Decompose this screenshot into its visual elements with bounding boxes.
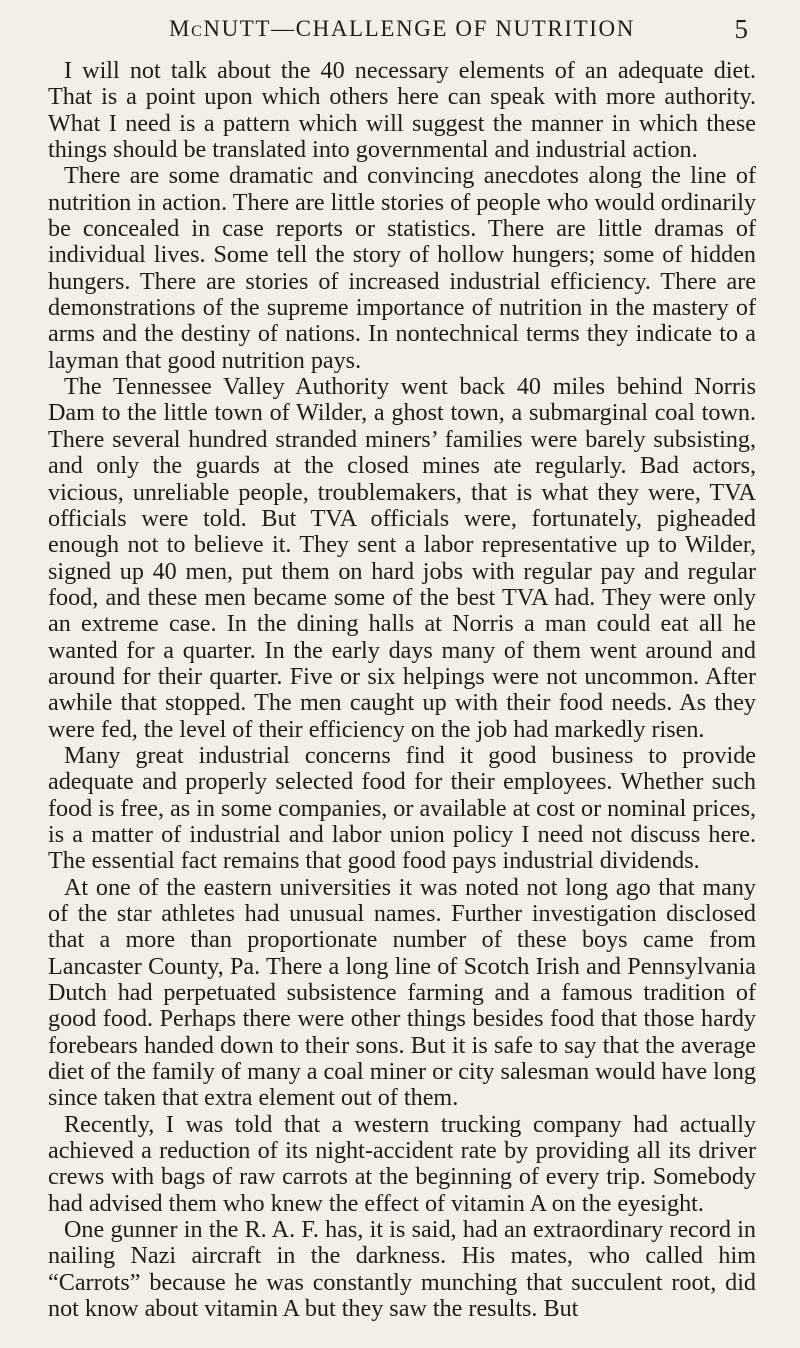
paragraph: The Tennessee Valley Authority went back 40 miles behind Norris Dam to the little town of Wilder, a ghost town, a submarginal coal town. There several hundred stranded miners’ families were barely subsisting, and only the guards at the closed mines ate regularly. Bad actors, vicious, unreliable people, troublemakers, that is what they were, TVA officials were told. But TVA officials were, fortunately, pigheaded enough not to believe it. They sent a labor representative up to Wilder, signed up 40 men, put them on hard jobs with regular pay and regular food, and these men became some of the best TVA had. They were only an extreme case. In the dining halls at Norris a man could eat all he wanted for a quarter. In the early days many of them went around and around for their quarter. Five or six helpings were not uncommon. After awhile that stopped. The men caught up with their food needs. As they were fed, the level of their efficiency on the job had markedly risen. <box>48 373 756 743</box>
paragraph: At one of the eastern universities it was noted not long ago that many of the star athletes had unusual names. Further investigation disclosed that a more than proportionate number of these boys came from Lancaster County, Pa. There a long line of Scotch Irish and Pennsylvania Dutch had perpetuated subsistence farming and a famous tradition of good food. Perhaps there were other things besides food that those hardy forebears handed down to their sons. But it is safe to say that the average diet of the family of many a coal miner or city salesman would have long since taken that extra element out of them. <box>48 873 756 1112</box>
page-number: 5 <box>734 14 748 44</box>
body-text <box>48 58 756 1323</box>
paragraph: Many great industrial concerns find it good business to provide adequate and properly selected food for their employees. Whether such food is free, as in some companies, or available at cost or nominal prices, is a matter of industrial and labor union policy I need not discuss here. The essential fact remains that good food pays industrial dividends. <box>48 741 756 875</box>
paragraph: One gunner in the R. A. F. has, it is said, had an extraordinary record in nailing Nazi aircraft in the darkness. His mates, who called him “Carrots” because he was constantly munching that succulent root, did not know about vitamin A but they saw the results. But <box>48 1216 756 1323</box>
paragraph: Recently, I was told that a western trucking company had actually achieved a reduction of its night-accident rate by providing all its driver crews with bags of raw carrots at the beginning of every trip. Somebody had advised them who knew the effect of vitamin A on the eyesight. <box>48 1110 756 1217</box>
running-head <box>48 14 756 54</box>
paragraph: I will not talk about the 40 necessary elements of an adequate diet. That is a point upon which others here can speak with more authority. What I need is a pattern which will suggest the manner in which these things should be translated into governmental and industrial action. <box>48 57 756 164</box>
paragraph: There are some dramatic and convincing anecdotes along the line of nutrition in action. There are little stories of people who would ordinarily be concealed in case reports or statistics. There are little dramas of individual lives. Some tell the story of hollow hungers; some of hidden hungers. There are stories of increased industrial efficiency. There are demonstrations of the supreme importance of nutrition in the mastery of arms and the destiny of nations. In nontechnical terms they indicate to a layman that good nutrition pays. <box>48 162 756 374</box>
running-title: McNUTT—CHALLENGE OF NUTRITION <box>169 16 635 41</box>
